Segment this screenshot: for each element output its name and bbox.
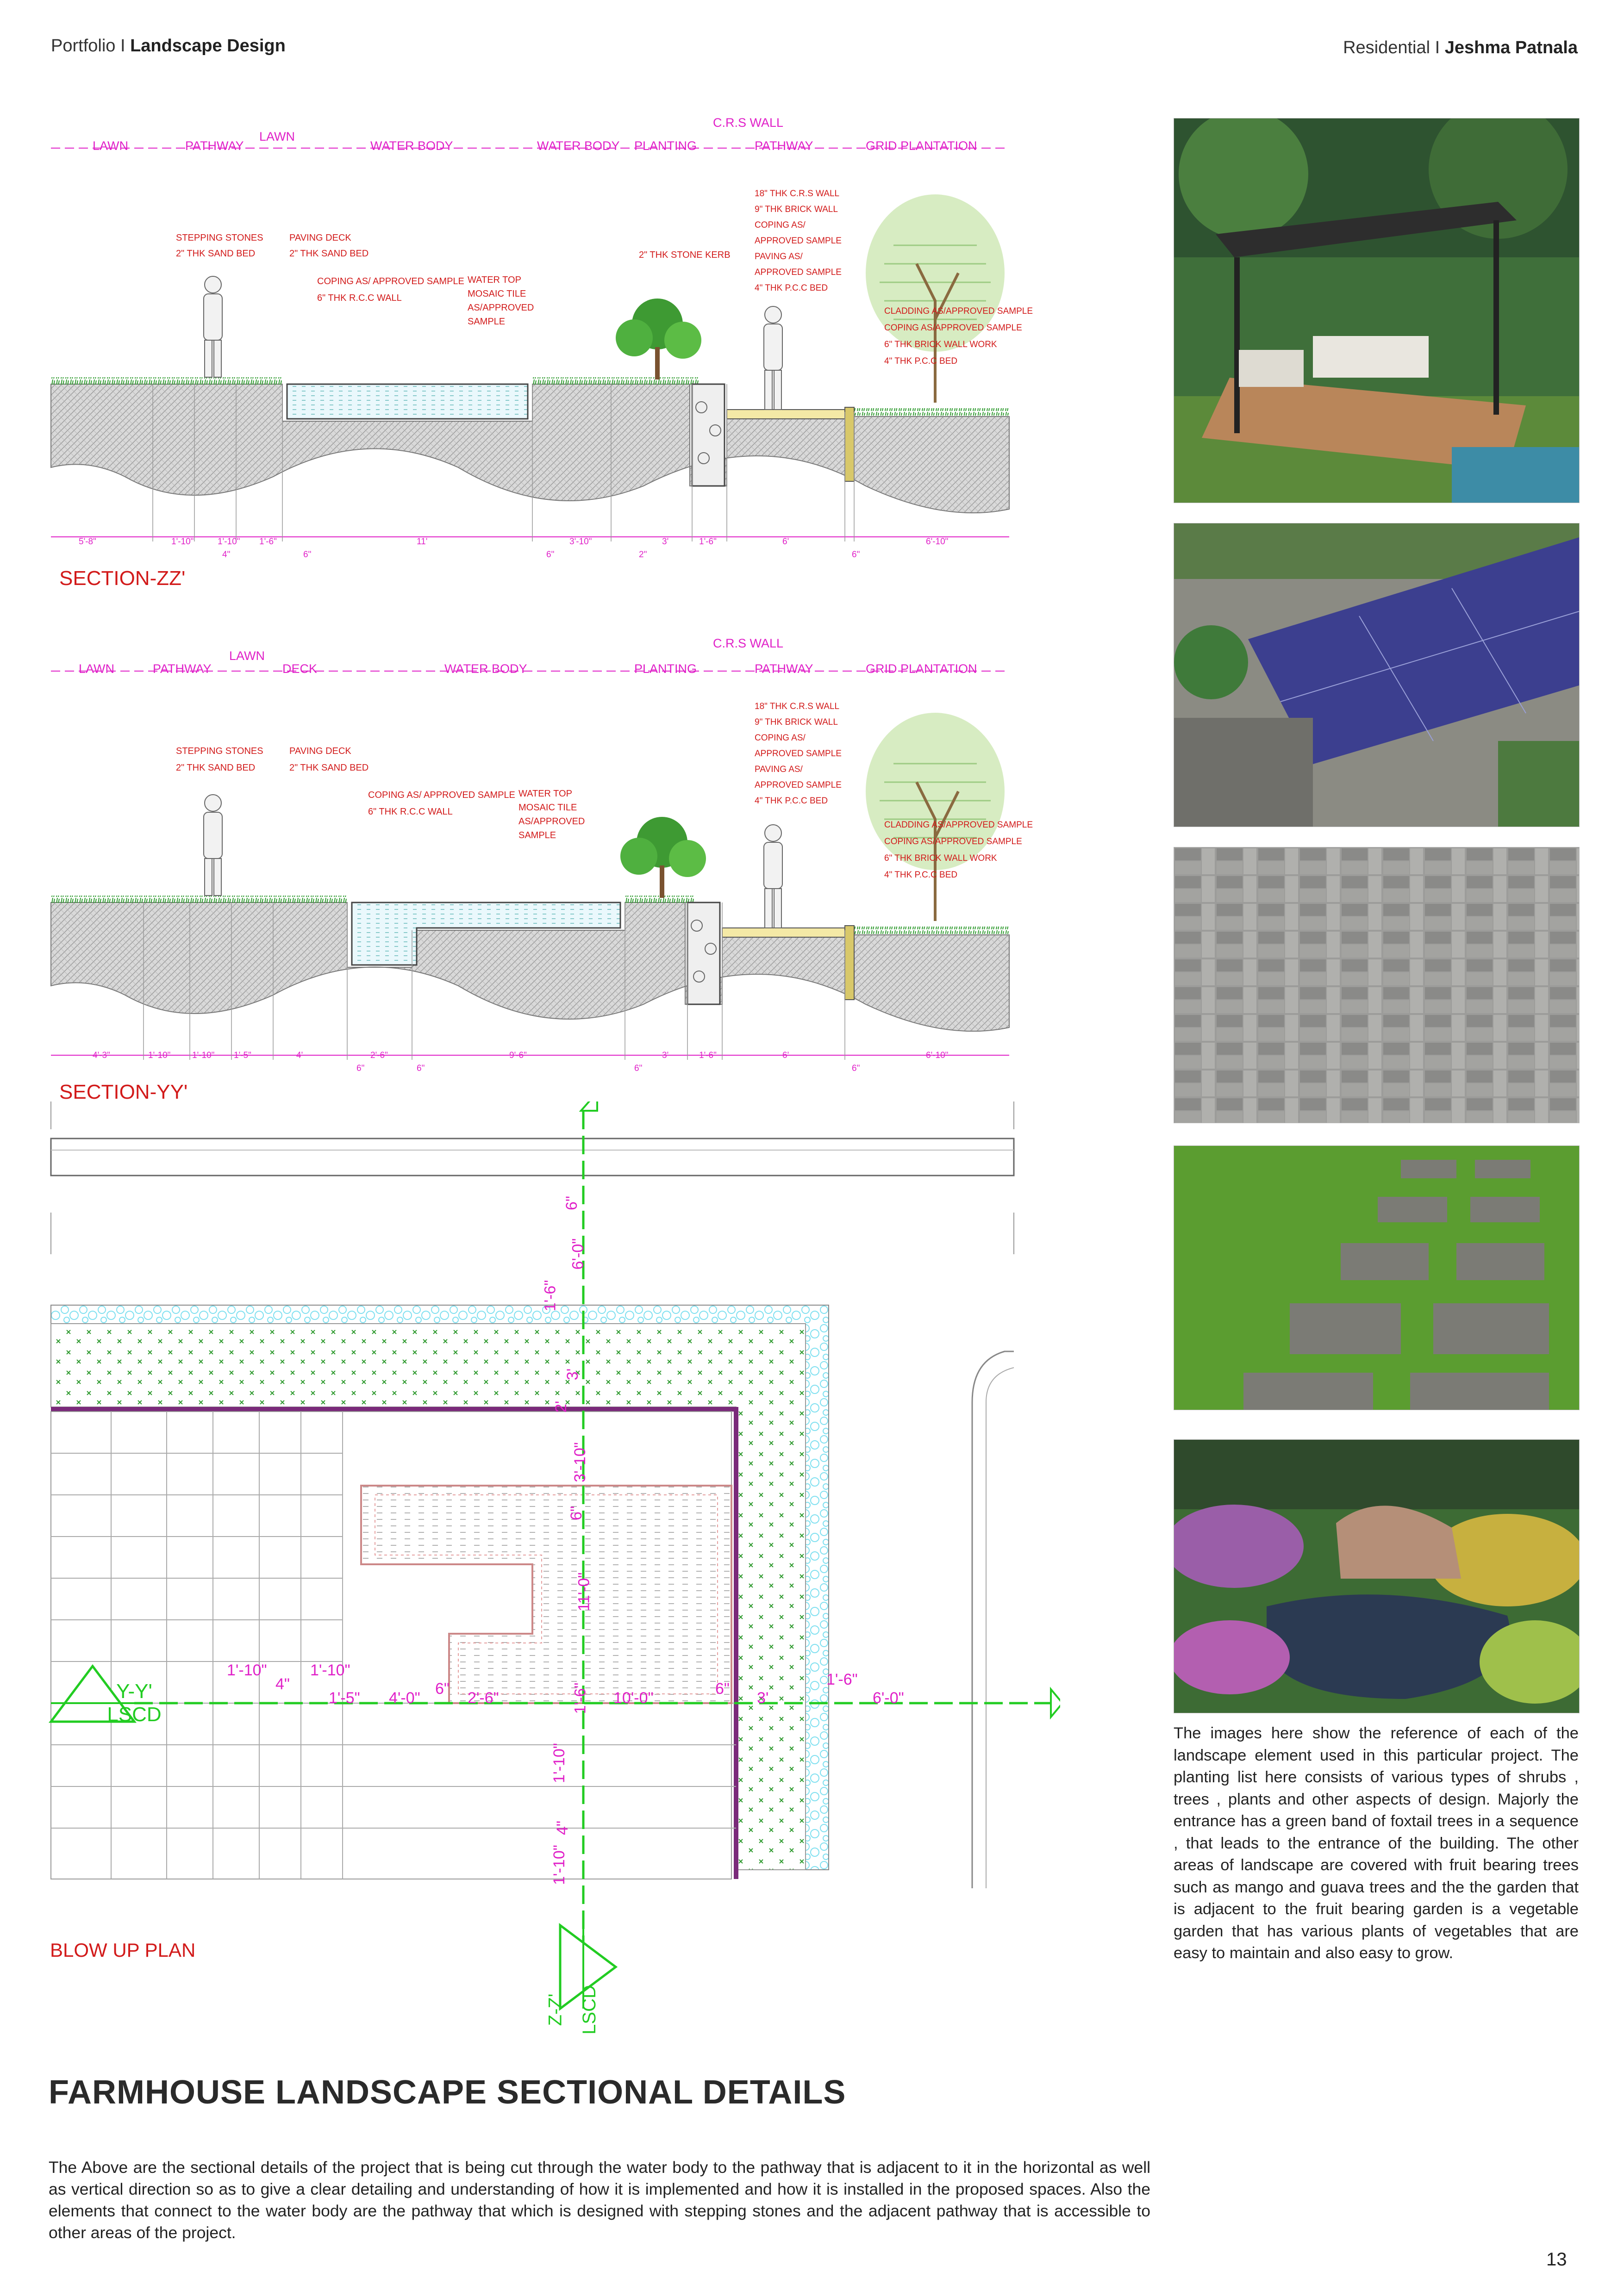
dim-label: 4' [296, 1051, 303, 1060]
dim-label: 6" [303, 550, 312, 560]
blowup-horizontal-dims [222, 1657, 1056, 1712]
dim-label: 3' [662, 537, 669, 547]
callout: CLADDING AS/APPROVED SAMPLE [884, 306, 1033, 316]
section-zz-callouts-right-a [755, 186, 847, 296]
section-zz-callouts-right-b [884, 303, 1033, 370]
callout: PAVING AS/ APPROVED SAMPLE [755, 765, 842, 790]
zone-label: PATHWAY [153, 662, 212, 676]
callout: STEPPING STONES [176, 746, 263, 756]
section-zz-callouts-left-d [468, 273, 560, 329]
callout: COPING AS/ APPROVED SAMPLE [317, 276, 464, 286]
paver-blocks-photo [1174, 847, 1580, 1123]
callout: 6" THK R.C.C WALL [317, 293, 402, 303]
dim-label: 10'-0" [613, 1689, 654, 1707]
callout: CLADDING AS/APPROVED SAMPLE [884, 820, 1033, 830]
dim-label: 6" [634, 1064, 643, 1073]
description-text: The Above are the sectional details of the project that is being cut through the water body to the pathway that is adjacent to it in the horizontal as well as vertical direction so as to give a clear detailing and understanding of how it is implemented and how it is installed in the proposed spaces. Also the elements that connect to the water body are the pathway that which is designed with stepping stones and the adjacent pathway that is accessible to other areas of the project. [49, 2158, 1150, 2242]
dim-label: 6" [546, 550, 555, 560]
dim-label: 6" [356, 1064, 365, 1073]
dim-label: 6'-10" [926, 537, 949, 547]
stepping-stones-photo [1174, 1145, 1580, 1410]
callout: COPING AS/ APPROVED SAMPLE [755, 733, 842, 759]
zone-label: PLANTING [634, 139, 697, 153]
marker-zz-top: Z-Z' [545, 1993, 566, 2026]
dim-label: 1'-10" [218, 537, 240, 547]
dim-label: 11'-0" [575, 1572, 593, 1612]
section-zz-callouts-left-c [317, 273, 464, 306]
zone-label: GRID PLANTATION [866, 662, 977, 676]
callout: 6" THK R.C.C WALL [368, 807, 453, 817]
reference-text: The images here show the reference of each of the landscape element used in this particular project. The planting list here consists of various types of shrubs , trees , plants and other aspects of design. Majorly the entrance has a green band of foxtail trees in a sequence , that leads to the entrance of the building. The other areas of landscape are covered with fruit bearing trees such as mango and guava trees and the the garden that is adjacent to the fruit bearing garden is a vegetable garden that has various plants of vegetables that are easy to maintain and also easy to grow. [1174, 1724, 1579, 1962]
callout: MOSAIC TILE AS/APPROVED SAMPLE [518, 803, 585, 840]
section-zz-label: SECTION-ZZ' [59, 567, 186, 590]
dim-label: 1'-10" [192, 1051, 215, 1060]
callout: MOSAIC TILE AS/APPROVED SAMPLE [468, 289, 534, 327]
blowup-label: BLOW UP PLAN [50, 1939, 196, 1961]
dim-label: 4" [222, 550, 231, 560]
dim-label: 5'-8" [79, 537, 96, 547]
dim-label: 3'-10" [569, 537, 592, 547]
zone-label: LAWN [229, 649, 265, 663]
callout: 2" THK SAND BED [289, 249, 369, 259]
section-yy-callouts-left-b [289, 743, 369, 776]
pergola-deck-photo [1174, 118, 1580, 503]
callout: COPING AS/APPROVED SAMPLE [884, 837, 1022, 846]
header-right [1343, 38, 1578, 58]
dim-label: 1'-10" [148, 1051, 171, 1060]
zone-label: LAWN [93, 139, 129, 153]
dim-label: 3' [662, 1051, 669, 1060]
callout: 4" THK P.C.C BED [884, 356, 958, 366]
dim-label: 6" [852, 1064, 860, 1073]
dim-label: 6' [782, 537, 789, 547]
dim-label: 6' [782, 1051, 789, 1060]
dim-label: 3' [757, 1689, 769, 1707]
callout: 2" THK SAND BED [176, 249, 256, 259]
dim-label: 6" [417, 1064, 425, 1073]
dim-label: 3' [564, 1368, 582, 1381]
dim-label: 1'-5" [329, 1689, 360, 1707]
dim-label: 1'-6" [259, 537, 277, 547]
dim-label: 2" [639, 550, 647, 560]
dim-label: 1'-6" [541, 1280, 559, 1312]
marker-yy-bottom: LSCD [107, 1703, 162, 1726]
section-zz-callouts-left-b [289, 230, 369, 261]
page-title: FARMHOUSE LANDSCAPE SECTIONAL DETAILS [49, 2074, 846, 2111]
zone-label: WATER BODY [444, 662, 527, 676]
callout: STEPPING STONES [176, 233, 263, 243]
blowup-vertical-dims [537, 1176, 593, 1962]
dim-label: 6" [715, 1680, 730, 1698]
callout: 6" THK BRICK WALL WORK [884, 340, 997, 349]
header-left-bold: Landscape Design [130, 36, 286, 56]
section-zz-callouts-left-a [176, 230, 263, 261]
callout: 4" THK P.C.C BED [755, 283, 828, 293]
zone-label: WATER BODY [370, 139, 453, 153]
section-yy-callouts-left-c [368, 787, 515, 820]
dim-label: 1'-6" [699, 1051, 717, 1060]
marker-yy-top: Y-Y' [116, 1680, 152, 1703]
dim-label: 1'-10" [550, 1845, 568, 1885]
dim-label: 6" [852, 550, 860, 560]
header-right-bold: Jeshma Patnala [1444, 38, 1578, 57]
callout: 18" THK C.R.S WALL [755, 702, 840, 711]
zone-label: WATER BODY [537, 139, 620, 153]
zone-label: DECK [282, 662, 318, 676]
zone-label: GRID PLANTATION [866, 139, 977, 153]
section-zz-dims [51, 537, 1014, 560]
zone-label: C.R.S WALL [713, 636, 784, 650]
zone-label: PATHWAY [185, 139, 244, 153]
page-number: 13 [1546, 2249, 1567, 2270]
dim-label: 4'-3" [93, 1051, 110, 1060]
zone-label: PLANTING [634, 662, 697, 676]
dim-label: 4" [553, 1821, 571, 1835]
dim-label: 2'-6" [468, 1689, 499, 1707]
dim-label: 1'-6" [699, 537, 717, 547]
dim-label: 6'-0" [569, 1238, 587, 1270]
zone-label: PATHWAY [755, 662, 813, 676]
dim-label: 9'-6" [509, 1051, 527, 1060]
dim-label: 2'-6" [370, 1051, 388, 1060]
section-yy-callouts-right-b [884, 817, 1033, 884]
header-right-prefix: Residential I [1343, 38, 1445, 57]
solar-carport-photo [1174, 523, 1580, 827]
header-left-prefix: Portfolio I [51, 36, 131, 56]
callout: WATER TOP [468, 275, 521, 285]
dim-label: 6" [435, 1680, 450, 1698]
dim-label: 1'-10" [171, 537, 194, 547]
dim-label: 1'-6" [826, 1671, 858, 1688]
zone-label: LAWN [79, 662, 115, 676]
header-left [51, 36, 286, 56]
zone-label: PATHWAY [755, 139, 813, 153]
callout: 18" THK C.R.S WALL [755, 189, 840, 199]
callout: 2" THK STONE KERB [639, 250, 731, 260]
callout: COPING AS/APPROVED SAMPLE [884, 323, 1022, 333]
dim-label: 1'-10" [310, 1661, 350, 1679]
dim-label: 1'-6" [571, 1682, 589, 1714]
dim-label: 6" [562, 1196, 581, 1210]
section-yy-callouts-left-a [176, 743, 263, 776]
dim-label: 11' [417, 537, 428, 547]
dim-label: 2' [552, 1400, 570, 1413]
dim-label: 1'-10" [227, 1661, 267, 1679]
dim-label: 1'-10" [550, 1743, 568, 1783]
callout: PAVING DECK [289, 746, 351, 756]
marker-zz-label [545, 1972, 600, 2055]
callout: 2" THK SAND BED [289, 763, 369, 773]
dim-label: 3'-10" [571, 1442, 589, 1482]
dim-label: 6" [567, 1506, 585, 1520]
callout: COPING AS/ APPROVED SAMPLE [368, 790, 515, 800]
callout: 2" THK SAND BED [176, 763, 256, 773]
callout: 4" THK P.C.C BED [755, 796, 828, 806]
callout: COPING AS/ APPROVED SAMPLE [755, 220, 842, 246]
callout: 4" THK P.C.C BED [884, 870, 958, 880]
dim-label: 6'-10" [926, 1051, 949, 1060]
section-yy-label: SECTION-YY' [59, 1081, 188, 1103]
callout: WATER TOP [518, 789, 572, 799]
callout: PAVING DECK [289, 233, 351, 243]
dim-label: 6'-0" [873, 1689, 904, 1707]
section-yy-dims [51, 1051, 1014, 1073]
callout: 6" THK BRICK WALL WORK [884, 853, 997, 863]
marker-yy-label [90, 1680, 178, 1726]
zone-label: LAWN [259, 130, 295, 143]
zone-label: C.R.S WALL [713, 116, 784, 130]
section-yy-callouts-left-d [518, 787, 616, 842]
dim-label: 4" [275, 1675, 290, 1693]
callout: 9" THK BRICK WALL [755, 717, 838, 727]
garden-pond-photo [1174, 1439, 1580, 1713]
section-yy-callouts-right-a [755, 699, 847, 809]
dim-label: 1'-5" [234, 1051, 251, 1060]
callout: 9" THK BRICK WALL [755, 205, 838, 214]
marker-zz-bottom: LSCD [579, 1985, 600, 2035]
callout: PAVING AS/ APPROVED SAMPLE [755, 252, 842, 277]
dim-label: 4'-0" [389, 1689, 420, 1707]
